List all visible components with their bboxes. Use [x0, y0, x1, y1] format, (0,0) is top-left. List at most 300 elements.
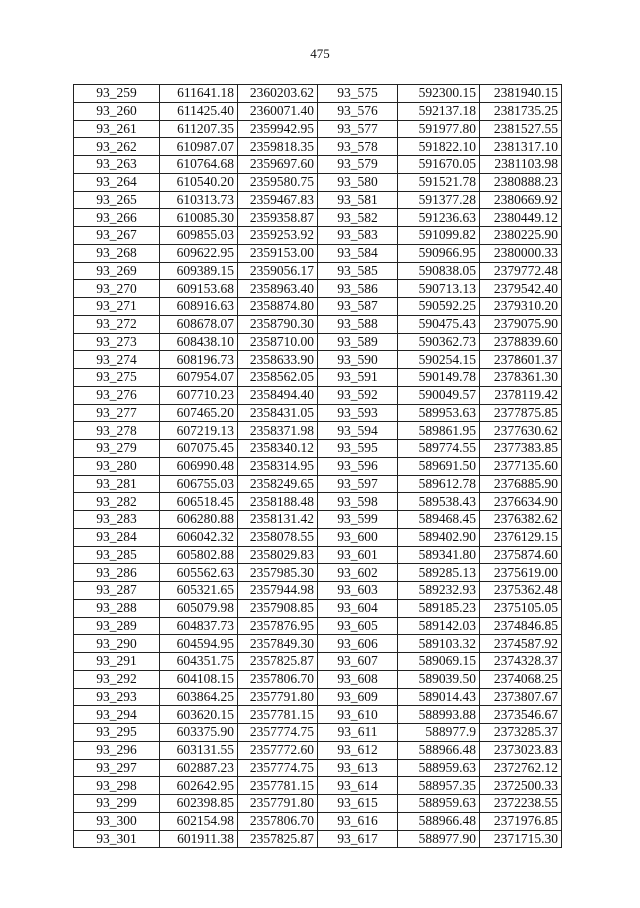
table-row: [74, 298, 562, 316]
y-coord-right-cell: 2378839.60: [480, 333, 562, 351]
x-coord-right-cell: 590592.25: [398, 298, 480, 316]
x-coord-left-cell: 602154.98: [160, 812, 238, 830]
y-coord-right-cell: 2375362.48: [480, 582, 562, 600]
x-coord-right-cell: 589039.50: [398, 670, 480, 688]
table-row: [74, 582, 562, 600]
table-row: [74, 351, 562, 369]
table-row: [74, 440, 562, 458]
table-row: [74, 564, 562, 582]
point-id-right-cell: 93_583: [318, 227, 398, 245]
x-coord-right-cell: 590362.73: [398, 333, 480, 351]
x-coord-right-cell: 590475.43: [398, 315, 480, 333]
y-coord-left-cell: 2357791.80: [238, 795, 318, 813]
y-coord-left-cell: 2359253.92: [238, 227, 318, 245]
point-id-left-cell: 93_284: [74, 528, 160, 546]
y-coord-right-cell: 2373023.83: [480, 741, 562, 759]
x-coord-right-cell: 592300.15: [398, 85, 480, 103]
x-coord-left-cell: 609855.03: [160, 227, 238, 245]
point-id-left-cell: 93_273: [74, 333, 160, 351]
point-id-left-cell: 93_295: [74, 724, 160, 742]
x-coord-left-cell: 610764.68: [160, 156, 238, 174]
table-row: [74, 528, 562, 546]
point-id-right-cell: 93_612: [318, 741, 398, 759]
y-coord-left-cell: 2358633.90: [238, 351, 318, 369]
x-coord-left-cell: 608196.73: [160, 351, 238, 369]
point-id-left-cell: 93_270: [74, 280, 160, 298]
x-coord-left-cell: 608916.63: [160, 298, 238, 316]
x-coord-right-cell: 590149.78: [398, 369, 480, 387]
point-id-right-cell: 93_590: [318, 351, 398, 369]
y-coord-left-cell: 2357774.75: [238, 724, 318, 742]
table-row: [74, 120, 562, 138]
y-coord-left-cell: 2357781.15: [238, 706, 318, 724]
table-row: [74, 617, 562, 635]
y-coord-right-cell: 2377135.60: [480, 457, 562, 475]
y-coord-left-cell: 2358963.40: [238, 280, 318, 298]
x-coord-left-cell: 606755.03: [160, 475, 238, 493]
x-coord-right-cell: 591236.63: [398, 209, 480, 227]
point-id-right-cell: 93_589: [318, 333, 398, 351]
point-id-left-cell: 93_281: [74, 475, 160, 493]
point-id-right-cell: 93_576: [318, 102, 398, 120]
x-coord-left-cell: 611425.40: [160, 102, 238, 120]
point-id-left-cell: 93_269: [74, 262, 160, 280]
point-id-right-cell: 93_602: [318, 564, 398, 582]
point-id-left-cell: 93_286: [74, 564, 160, 582]
point-id-left-cell: 93_267: [74, 227, 160, 245]
y-coord-left-cell: 2359580.75: [238, 173, 318, 191]
point-id-left-cell: 93_299: [74, 795, 160, 813]
y-coord-left-cell: 2358131.42: [238, 511, 318, 529]
y-coord-left-cell: 2359942.95: [238, 120, 318, 138]
y-coord-left-cell: 2357985.30: [238, 564, 318, 582]
y-coord-left-cell: 2360071.40: [238, 102, 318, 120]
point-id-right-cell: 93_608: [318, 670, 398, 688]
point-id-left-cell: 93_272: [74, 315, 160, 333]
x-coord-left-cell: 605079.98: [160, 599, 238, 617]
y-coord-right-cell: 2374068.25: [480, 670, 562, 688]
y-coord-right-cell: 2373807.67: [480, 688, 562, 706]
point-id-right-cell: 93_591: [318, 369, 398, 387]
point-id-right-cell: 93_614: [318, 777, 398, 795]
y-coord-left-cell: 2358314.95: [238, 457, 318, 475]
y-coord-left-cell: 2357772.60: [238, 741, 318, 759]
x-coord-left-cell: 607954.07: [160, 369, 238, 387]
point-id-left-cell: 93_289: [74, 617, 160, 635]
x-coord-right-cell: 589232.93: [398, 582, 480, 600]
y-coord-right-cell: 2375619.00: [480, 564, 562, 582]
y-coord-right-cell: 2380669.92: [480, 191, 562, 209]
y-coord-right-cell: 2376885.90: [480, 475, 562, 493]
y-coord-left-cell: 2358494.40: [238, 386, 318, 404]
table-row: [74, 812, 562, 830]
table-row: [74, 422, 562, 440]
x-coord-right-cell: 590838.05: [398, 262, 480, 280]
point-id-left-cell: 93_266: [74, 209, 160, 227]
x-coord-right-cell: 589538.43: [398, 493, 480, 511]
x-coord-left-cell: 605562.63: [160, 564, 238, 582]
x-coord-left-cell: 609153.68: [160, 280, 238, 298]
x-coord-left-cell: 605321.65: [160, 582, 238, 600]
point-id-right-cell: 93_577: [318, 120, 398, 138]
point-id-right-cell: 93_585: [318, 262, 398, 280]
x-coord-right-cell: 590966.95: [398, 244, 480, 262]
point-id-left-cell: 93_291: [74, 653, 160, 671]
table-row: [74, 777, 562, 795]
x-coord-right-cell: 589691.50: [398, 457, 480, 475]
y-coord-left-cell: 2357781.15: [238, 777, 318, 795]
point-id-right-cell: 93_582: [318, 209, 398, 227]
y-coord-right-cell: 2372238.55: [480, 795, 562, 813]
point-id-right-cell: 93_610: [318, 706, 398, 724]
table-row: [74, 85, 562, 103]
x-coord-left-cell: 603375.90: [160, 724, 238, 742]
point-id-left-cell: 93_298: [74, 777, 160, 795]
y-coord-left-cell: 2357825.87: [238, 830, 318, 848]
table-row: [74, 759, 562, 777]
table-row: [74, 102, 562, 120]
y-coord-left-cell: 2357791.80: [238, 688, 318, 706]
table-row: [74, 404, 562, 422]
x-coord-right-cell: 591377.28: [398, 191, 480, 209]
x-coord-right-cell: 589103.32: [398, 635, 480, 653]
y-coord-left-cell: 2358562.05: [238, 369, 318, 387]
point-id-right-cell: 93_578: [318, 138, 398, 156]
x-coord-right-cell: 590254.15: [398, 351, 480, 369]
x-coord-right-cell: 588959.63: [398, 759, 480, 777]
x-coord-right-cell: 589612.78: [398, 475, 480, 493]
x-coord-left-cell: 604351.75: [160, 653, 238, 671]
point-id-left-cell: 93_278: [74, 422, 160, 440]
y-coord-right-cell: 2381735.25: [480, 102, 562, 120]
table-row: [74, 156, 562, 174]
table-row: [74, 280, 562, 298]
point-id-left-cell: 93_263: [74, 156, 160, 174]
x-coord-right-cell: 589341.80: [398, 546, 480, 564]
y-coord-right-cell: 2375105.05: [480, 599, 562, 617]
x-coord-right-cell: 591521.78: [398, 173, 480, 191]
point-id-right-cell: 93_598: [318, 493, 398, 511]
x-coord-right-cell: 588977.9: [398, 724, 480, 742]
y-coord-right-cell: 2380449.12: [480, 209, 562, 227]
point-id-right-cell: 93_616: [318, 812, 398, 830]
point-id-left-cell: 93_280: [74, 457, 160, 475]
y-coord-right-cell: 2374328.37: [480, 653, 562, 671]
table-row: [74, 173, 562, 191]
y-coord-left-cell: 2358340.12: [238, 440, 318, 458]
table-row: [74, 724, 562, 742]
point-id-right-cell: 93_595: [318, 440, 398, 458]
y-coord-right-cell: 2378119.42: [480, 386, 562, 404]
x-coord-right-cell: 589185.23: [398, 599, 480, 617]
y-coord-left-cell: 2359818.35: [238, 138, 318, 156]
table-row: [74, 333, 562, 351]
y-coord-left-cell: 2357806.70: [238, 670, 318, 688]
y-coord-right-cell: 2379310.20: [480, 298, 562, 316]
table-row: [74, 635, 562, 653]
y-coord-right-cell: 2381940.15: [480, 85, 562, 103]
y-coord-left-cell: 2359153.00: [238, 244, 318, 262]
x-coord-left-cell: 608438.10: [160, 333, 238, 351]
y-coord-right-cell: 2380000.33: [480, 244, 562, 262]
x-coord-right-cell: 588966.48: [398, 741, 480, 759]
point-id-left-cell: 93_297: [74, 759, 160, 777]
point-id-right-cell: 93_592: [318, 386, 398, 404]
table-row: [74, 191, 562, 209]
x-coord-left-cell: 607465.20: [160, 404, 238, 422]
x-coord-left-cell: 603620.15: [160, 706, 238, 724]
x-coord-left-cell: 606042.32: [160, 528, 238, 546]
x-coord-right-cell: 588977.90: [398, 830, 480, 848]
y-coord-right-cell: 2377630.62: [480, 422, 562, 440]
y-coord-left-cell: 2359697.60: [238, 156, 318, 174]
x-coord-left-cell: 607075.45: [160, 440, 238, 458]
y-coord-right-cell: 2375874.60: [480, 546, 562, 564]
point-id-right-cell: 93_599: [318, 511, 398, 529]
x-coord-right-cell: 591099.82: [398, 227, 480, 245]
point-id-right-cell: 93_605: [318, 617, 398, 635]
y-coord-right-cell: 2381317.10: [480, 138, 562, 156]
point-id-left-cell: 93_271: [74, 298, 160, 316]
table-row: [74, 830, 562, 848]
y-coord-left-cell: 2358790.30: [238, 315, 318, 333]
point-id-right-cell: 93_613: [318, 759, 398, 777]
y-coord-left-cell: 2358371.98: [238, 422, 318, 440]
point-id-left-cell: 93_277: [74, 404, 160, 422]
x-coord-right-cell: 591670.05: [398, 156, 480, 174]
table-row: [74, 688, 562, 706]
y-coord-left-cell: 2357876.95: [238, 617, 318, 635]
y-coord-left-cell: 2358249.65: [238, 475, 318, 493]
x-coord-left-cell: 611207.35: [160, 120, 238, 138]
y-coord-left-cell: 2358078.55: [238, 528, 318, 546]
y-coord-left-cell: 2357774.75: [238, 759, 318, 777]
x-coord-left-cell: 611641.18: [160, 85, 238, 103]
table-row: [74, 369, 562, 387]
y-coord-left-cell: 2357849.30: [238, 635, 318, 653]
point-id-right-cell: 93_606: [318, 635, 398, 653]
x-coord-left-cell: 604594.95: [160, 635, 238, 653]
x-coord-right-cell: 588957.35: [398, 777, 480, 795]
x-coord-right-cell: 589069.15: [398, 653, 480, 671]
point-id-right-cell: 93_580: [318, 173, 398, 191]
point-id-right-cell: 93_596: [318, 457, 398, 475]
point-id-right-cell: 93_581: [318, 191, 398, 209]
table-row: [74, 546, 562, 564]
x-coord-left-cell: 604837.73: [160, 617, 238, 635]
point-id-right-cell: 93_601: [318, 546, 398, 564]
x-coord-left-cell: 605802.88: [160, 546, 238, 564]
y-coord-right-cell: 2371976.85: [480, 812, 562, 830]
y-coord-left-cell: 2358874.80: [238, 298, 318, 316]
x-coord-left-cell: 607710.23: [160, 386, 238, 404]
point-id-right-cell: 93_579: [318, 156, 398, 174]
x-coord-right-cell: 592137.18: [398, 102, 480, 120]
y-coord-right-cell: 2376382.62: [480, 511, 562, 529]
y-coord-right-cell: 2376634.90: [480, 493, 562, 511]
x-coord-right-cell: 589014.43: [398, 688, 480, 706]
x-coord-right-cell: 590713.13: [398, 280, 480, 298]
x-coord-left-cell: 603131.55: [160, 741, 238, 759]
point-id-right-cell: 93_611: [318, 724, 398, 742]
x-coord-left-cell: 601911.38: [160, 830, 238, 848]
table-row: [74, 599, 562, 617]
point-id-left-cell: 93_261: [74, 120, 160, 138]
x-coord-left-cell: 603864.25: [160, 688, 238, 706]
table-row: [74, 653, 562, 671]
y-coord-left-cell: 2357944.98: [238, 582, 318, 600]
x-coord-left-cell: 610085.30: [160, 209, 238, 227]
point-id-left-cell: 93_260: [74, 102, 160, 120]
table-row: [74, 386, 562, 404]
point-id-left-cell: 93_265: [74, 191, 160, 209]
point-id-right-cell: 93_594: [318, 422, 398, 440]
point-id-left-cell: 93_301: [74, 830, 160, 848]
x-coord-right-cell: 589285.13: [398, 564, 480, 582]
x-coord-left-cell: 602887.23: [160, 759, 238, 777]
y-coord-left-cell: 2357806.70: [238, 812, 318, 830]
point-id-left-cell: 93_296: [74, 741, 160, 759]
point-id-right-cell: 93_586: [318, 280, 398, 298]
y-coord-right-cell: 2379075.90: [480, 315, 562, 333]
y-coord-left-cell: 2357825.87: [238, 653, 318, 671]
x-coord-right-cell: 589142.03: [398, 617, 480, 635]
table-row: [74, 262, 562, 280]
x-coord-left-cell: 609389.15: [160, 262, 238, 280]
point-id-left-cell: 93_300: [74, 812, 160, 830]
x-coord-right-cell: 589774.55: [398, 440, 480, 458]
point-id-right-cell: 93_588: [318, 315, 398, 333]
y-coord-left-cell: 2358431.05: [238, 404, 318, 422]
y-coord-right-cell: 2379542.40: [480, 280, 562, 298]
point-id-right-cell: 93_575: [318, 85, 398, 103]
point-id-left-cell: 93_292: [74, 670, 160, 688]
x-coord-right-cell: 589953.63: [398, 404, 480, 422]
point-id-right-cell: 93_593: [318, 404, 398, 422]
y-coord-right-cell: 2378601.37: [480, 351, 562, 369]
y-coord-right-cell: 2381103.98: [480, 156, 562, 174]
point-id-left-cell: 93_293: [74, 688, 160, 706]
point-id-right-cell: 93_615: [318, 795, 398, 813]
y-coord-right-cell: 2371715.30: [480, 830, 562, 848]
y-coord-left-cell: 2359467.83: [238, 191, 318, 209]
point-id-right-cell: 93_597: [318, 475, 398, 493]
y-coord-left-cell: 2359358.87: [238, 209, 318, 227]
y-coord-right-cell: 2380225.90: [480, 227, 562, 245]
y-coord-left-cell: 2358029.83: [238, 546, 318, 564]
y-coord-left-cell: 2358188.48: [238, 493, 318, 511]
table-row: [74, 227, 562, 245]
point-id-left-cell: 93_294: [74, 706, 160, 724]
y-coord-left-cell: 2358710.00: [238, 333, 318, 351]
point-id-left-cell: 93_276: [74, 386, 160, 404]
coordinates-table: [73, 84, 562, 848]
table-row: [74, 493, 562, 511]
y-coord-right-cell: 2374587.92: [480, 635, 562, 653]
x-coord-right-cell: 588959.63: [398, 795, 480, 813]
x-coord-left-cell: 602398.85: [160, 795, 238, 813]
y-coord-right-cell: 2372500.33: [480, 777, 562, 795]
point-id-right-cell: 93_600: [318, 528, 398, 546]
point-id-left-cell: 93_287: [74, 582, 160, 600]
point-id-left-cell: 93_264: [74, 173, 160, 191]
x-coord-left-cell: 609622.95: [160, 244, 238, 262]
point-id-left-cell: 93_290: [74, 635, 160, 653]
x-coord-right-cell: 591977.80: [398, 120, 480, 138]
point-id-left-cell: 93_275: [74, 369, 160, 387]
y-coord-right-cell: 2374846.85: [480, 617, 562, 635]
x-coord-right-cell: 589402.90: [398, 528, 480, 546]
table-row: [74, 511, 562, 529]
table-row: [74, 457, 562, 475]
y-coord-right-cell: 2373285.37: [480, 724, 562, 742]
table-row: [74, 315, 562, 333]
x-coord-left-cell: 610313.73: [160, 191, 238, 209]
point-id-right-cell: 93_609: [318, 688, 398, 706]
point-id-left-cell: 93_259: [74, 85, 160, 103]
x-coord-left-cell: 606280.88: [160, 511, 238, 529]
x-coord-left-cell: 607219.13: [160, 422, 238, 440]
table-row: [74, 138, 562, 156]
point-id-left-cell: 93_274: [74, 351, 160, 369]
y-coord-left-cell: 2359056.17: [238, 262, 318, 280]
y-coord-right-cell: 2381527.55: [480, 120, 562, 138]
y-coord-right-cell: 2380888.23: [480, 173, 562, 191]
x-coord-left-cell: 610540.20: [160, 173, 238, 191]
x-coord-right-cell: 588966.48: [398, 812, 480, 830]
y-coord-right-cell: 2377875.85: [480, 404, 562, 422]
table-row: [74, 795, 562, 813]
y-coord-right-cell: 2379772.48: [480, 262, 562, 280]
table-row: [74, 670, 562, 688]
point-id-left-cell: 93_262: [74, 138, 160, 156]
point-id-left-cell: 93_285: [74, 546, 160, 564]
coordinates-table-body: [74, 85, 562, 848]
y-coord-right-cell: 2377383.85: [480, 440, 562, 458]
x-coord-right-cell: 591822.10: [398, 138, 480, 156]
y-coord-right-cell: 2372762.12: [480, 759, 562, 777]
point-id-left-cell: 93_279: [74, 440, 160, 458]
point-id-left-cell: 93_288: [74, 599, 160, 617]
table-row: [74, 475, 562, 493]
x-coord-left-cell: 602642.95: [160, 777, 238, 795]
table-row: [74, 244, 562, 262]
x-coord-left-cell: 606518.45: [160, 493, 238, 511]
point-id-right-cell: 93_584: [318, 244, 398, 262]
y-coord-right-cell: 2373546.67: [480, 706, 562, 724]
x-coord-right-cell: 589468.45: [398, 511, 480, 529]
x-coord-left-cell: 610987.07: [160, 138, 238, 156]
point-id-right-cell: 93_587: [318, 298, 398, 316]
table-row: [74, 741, 562, 759]
x-coord-left-cell: 606990.48: [160, 457, 238, 475]
point-id-right-cell: 93_617: [318, 830, 398, 848]
page-number: 475: [310, 46, 330, 61]
y-coord-left-cell: 2357908.85: [238, 599, 318, 617]
point-id-right-cell: 93_603: [318, 582, 398, 600]
table-row: [74, 706, 562, 724]
x-coord-right-cell: 590049.57: [398, 386, 480, 404]
x-coord-right-cell: 588993.88: [398, 706, 480, 724]
x-coord-left-cell: 604108.15: [160, 670, 238, 688]
x-coord-right-cell: 589861.95: [398, 422, 480, 440]
y-coord-right-cell: 2378361.30: [480, 369, 562, 387]
point-id-left-cell: 93_282: [74, 493, 160, 511]
point-id-left-cell: 93_268: [74, 244, 160, 262]
point-id-left-cell: 93_283: [74, 511, 160, 529]
x-coord-left-cell: 608678.07: [160, 315, 238, 333]
y-coord-left-cell: 2360203.62: [238, 85, 318, 103]
